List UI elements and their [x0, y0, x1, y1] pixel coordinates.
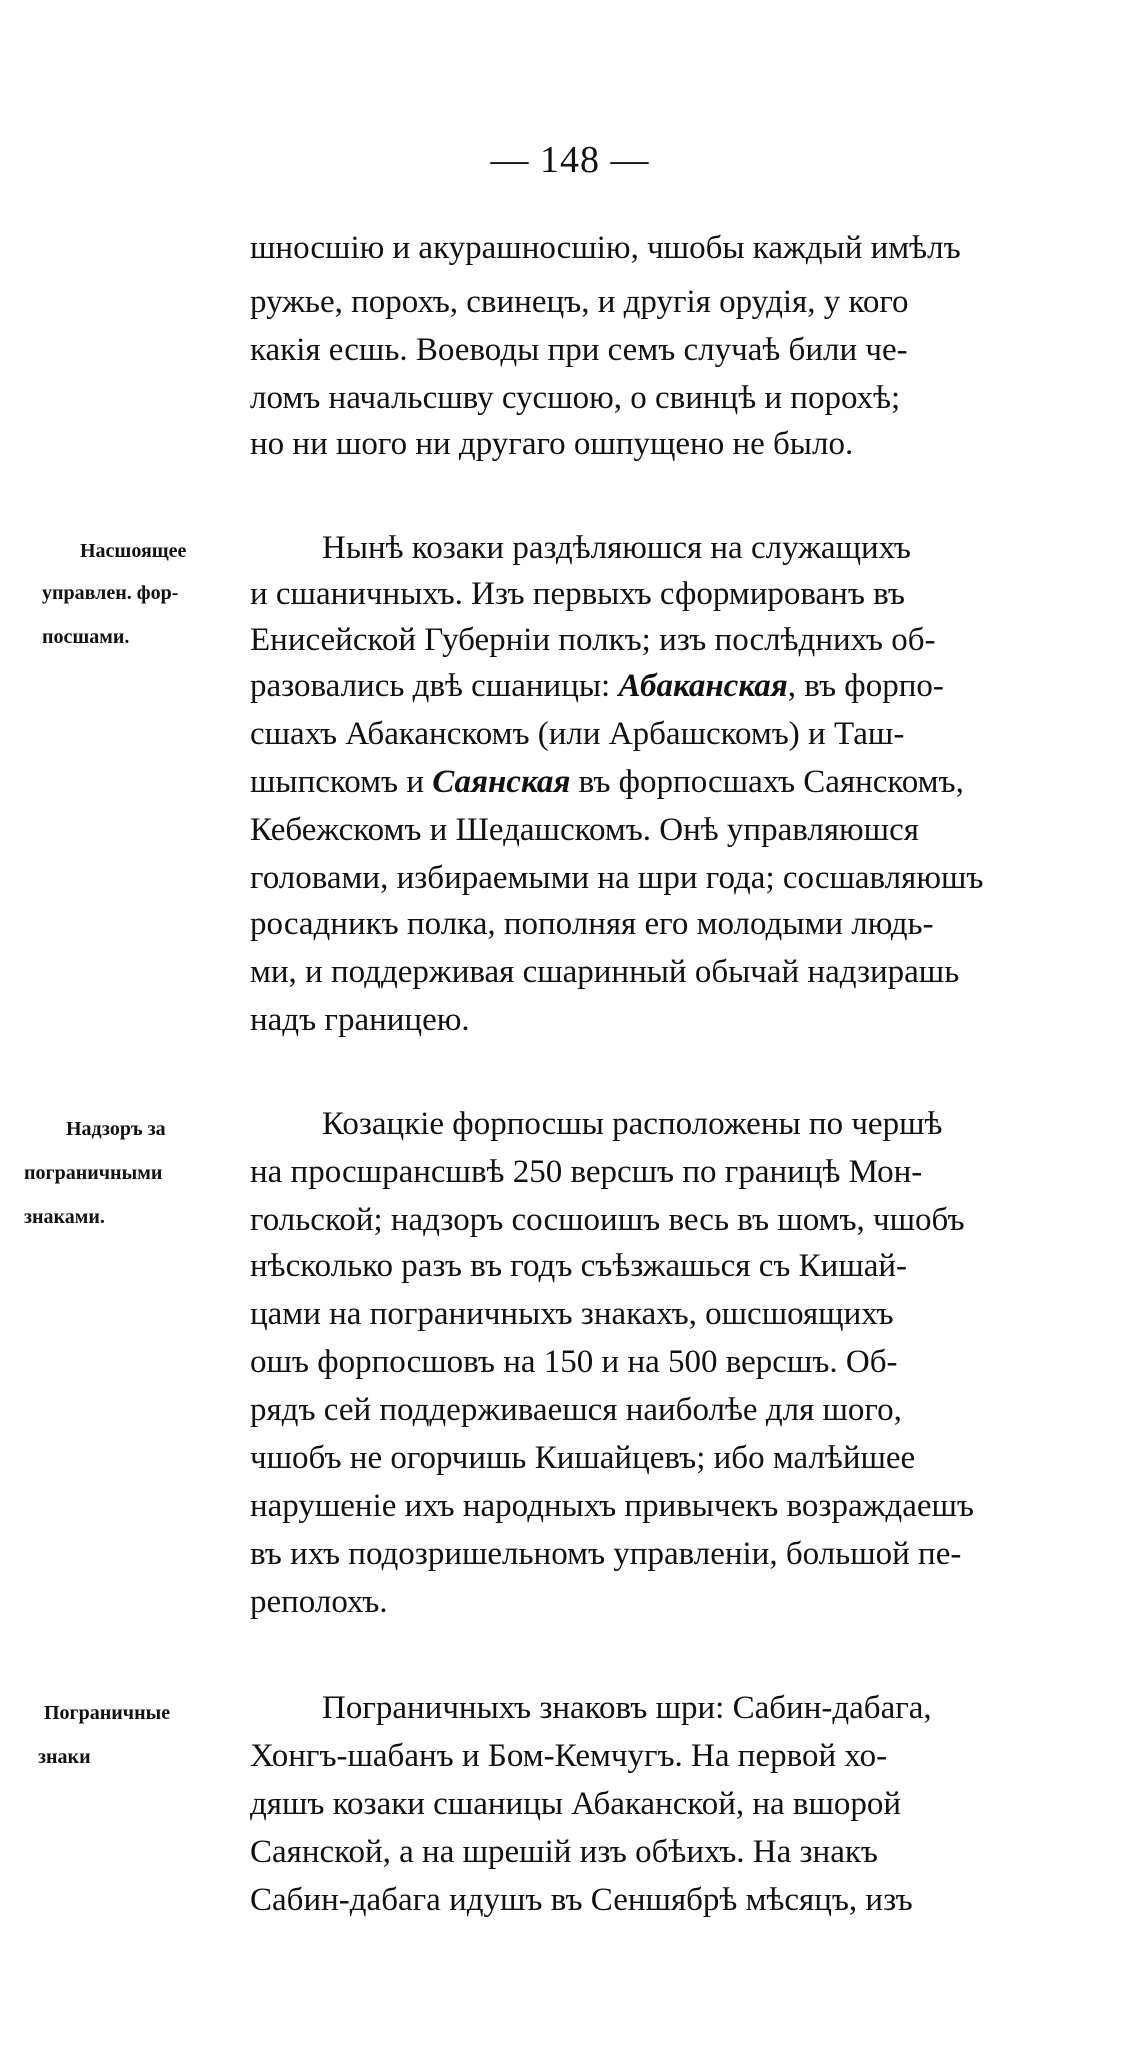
text-line: головами, избираемыми на шри года; сосшавляюшъ	[250, 860, 984, 896]
text-line	[250, 666, 944, 706]
text-segment: въ форпосшахъ Саянскомъ,	[570, 764, 964, 800]
text-line: Пограничныхъ знаковъ шри: Сабин-дабага,	[322, 1690, 932, 1726]
text-line: чшобъ не огорчишь Кишайцевъ; ибо малѣйшее	[250, 1440, 916, 1476]
text-line: шносшію и акурашносшію, чшобы каждый имѣлъ	[250, 230, 961, 266]
text-line: цами на пограничныхъ знакахъ, ошсшоящихъ	[250, 1296, 894, 1332]
text-line: сшахъ Абаканскомъ (или Арбашскомъ) и Таш-	[250, 716, 905, 752]
margin-note-line: управлен. фор-	[42, 582, 179, 604]
italic-place-name: Саянская	[432, 764, 571, 800]
text-line	[250, 762, 964, 802]
margin-note-line: знаками.	[24, 1206, 105, 1228]
text-segment: разовались двѣ сшаницы:	[250, 668, 619, 704]
page-number: — 148 —	[490, 139, 650, 181]
text-line: рядъ сей поддерживаешся наиболѣе для шого,	[250, 1392, 902, 1428]
margin-note-line: знаки	[38, 1746, 91, 1768]
margin-note-line: Насшоящее	[80, 540, 187, 562]
text-line: гольской; надзоръ сосшоишъ весь въ шомъ, чшобъ	[250, 1202, 965, 1238]
text-line: въ ихъ подозришельномъ управленіи, большой пе-	[250, 1536, 962, 1572]
text-line: ошъ форпосшовъ на 150 и на 500 версшъ. Об-	[250, 1344, 898, 1380]
text-line: ми, и поддерживая сшаринный обычай надзирашь	[250, 954, 960, 990]
text-line: надъ границею.	[250, 1002, 470, 1038]
margin-note-line: посшами.	[42, 626, 130, 648]
text-line: росадникъ полка, пополняя его молодыми людь-	[250, 906, 934, 942]
text-line: Сабин-дабага идушъ въ Сеншябрѣ мѣсяцъ, изъ	[250, 1882, 913, 1918]
text-line: дяшъ козаки сшаницы Абаканской, на вшорой	[250, 1786, 902, 1822]
margin-note-line: Надзоръ за	[66, 1118, 166, 1140]
text-line: ломъ начальсшву сусшою, о свинцѣ и порохѣ;	[250, 380, 901, 416]
text-line: нарушеніе ихъ народныхъ привычекъ возраждаешъ	[250, 1488, 974, 1524]
text-line: Нынѣ козаки раздѣляюшся на служащихъ	[322, 530, 911, 566]
text-line: нѣсколько разъ въ годъ съѣзжашься съ Кишай-	[250, 1248, 908, 1284]
text-line: и сшаничныхъ. Изъ первыхъ сформированъ въ	[250, 576, 905, 612]
text-line: реполохъ.	[250, 1584, 388, 1620]
text-line: Хонгъ-шабанъ и Бом-Кемчугъ. На первой хо-	[250, 1738, 888, 1774]
text-line: но ни шого ни другаго ошпущено не было.	[250, 426, 854, 462]
text-line: Енисейской Губерніи полкъ; изъ послѣднихъ об-	[250, 622, 936, 658]
text-line: Саянской, а на шрешій изъ обѣихъ. На знакъ	[250, 1834, 878, 1870]
text-line: ружье, порохъ, свинецъ, и другія орудія, у кого	[250, 284, 909, 320]
text-segment: , въ форпо-	[787, 668, 944, 704]
text-segment: шыпскомъ и	[250, 764, 433, 800]
text-line: какія есшь. Воеводы при семъ случаѣ били че-	[250, 332, 908, 368]
italic-place-name: Абаканская	[618, 668, 788, 704]
margin-note-line: Пограничные	[44, 1702, 171, 1724]
text-line: Кебежскомъ и Шедашскомъ. Онѣ управляюшся	[250, 812, 919, 848]
text-line: Козацкіе форпосшы расположены по чершѣ	[322, 1106, 943, 1142]
margin-note-line: пограничными	[24, 1162, 163, 1184]
text-line: на просшрансшвѣ 250 версшъ по границѣ Мон-	[250, 1154, 923, 1190]
